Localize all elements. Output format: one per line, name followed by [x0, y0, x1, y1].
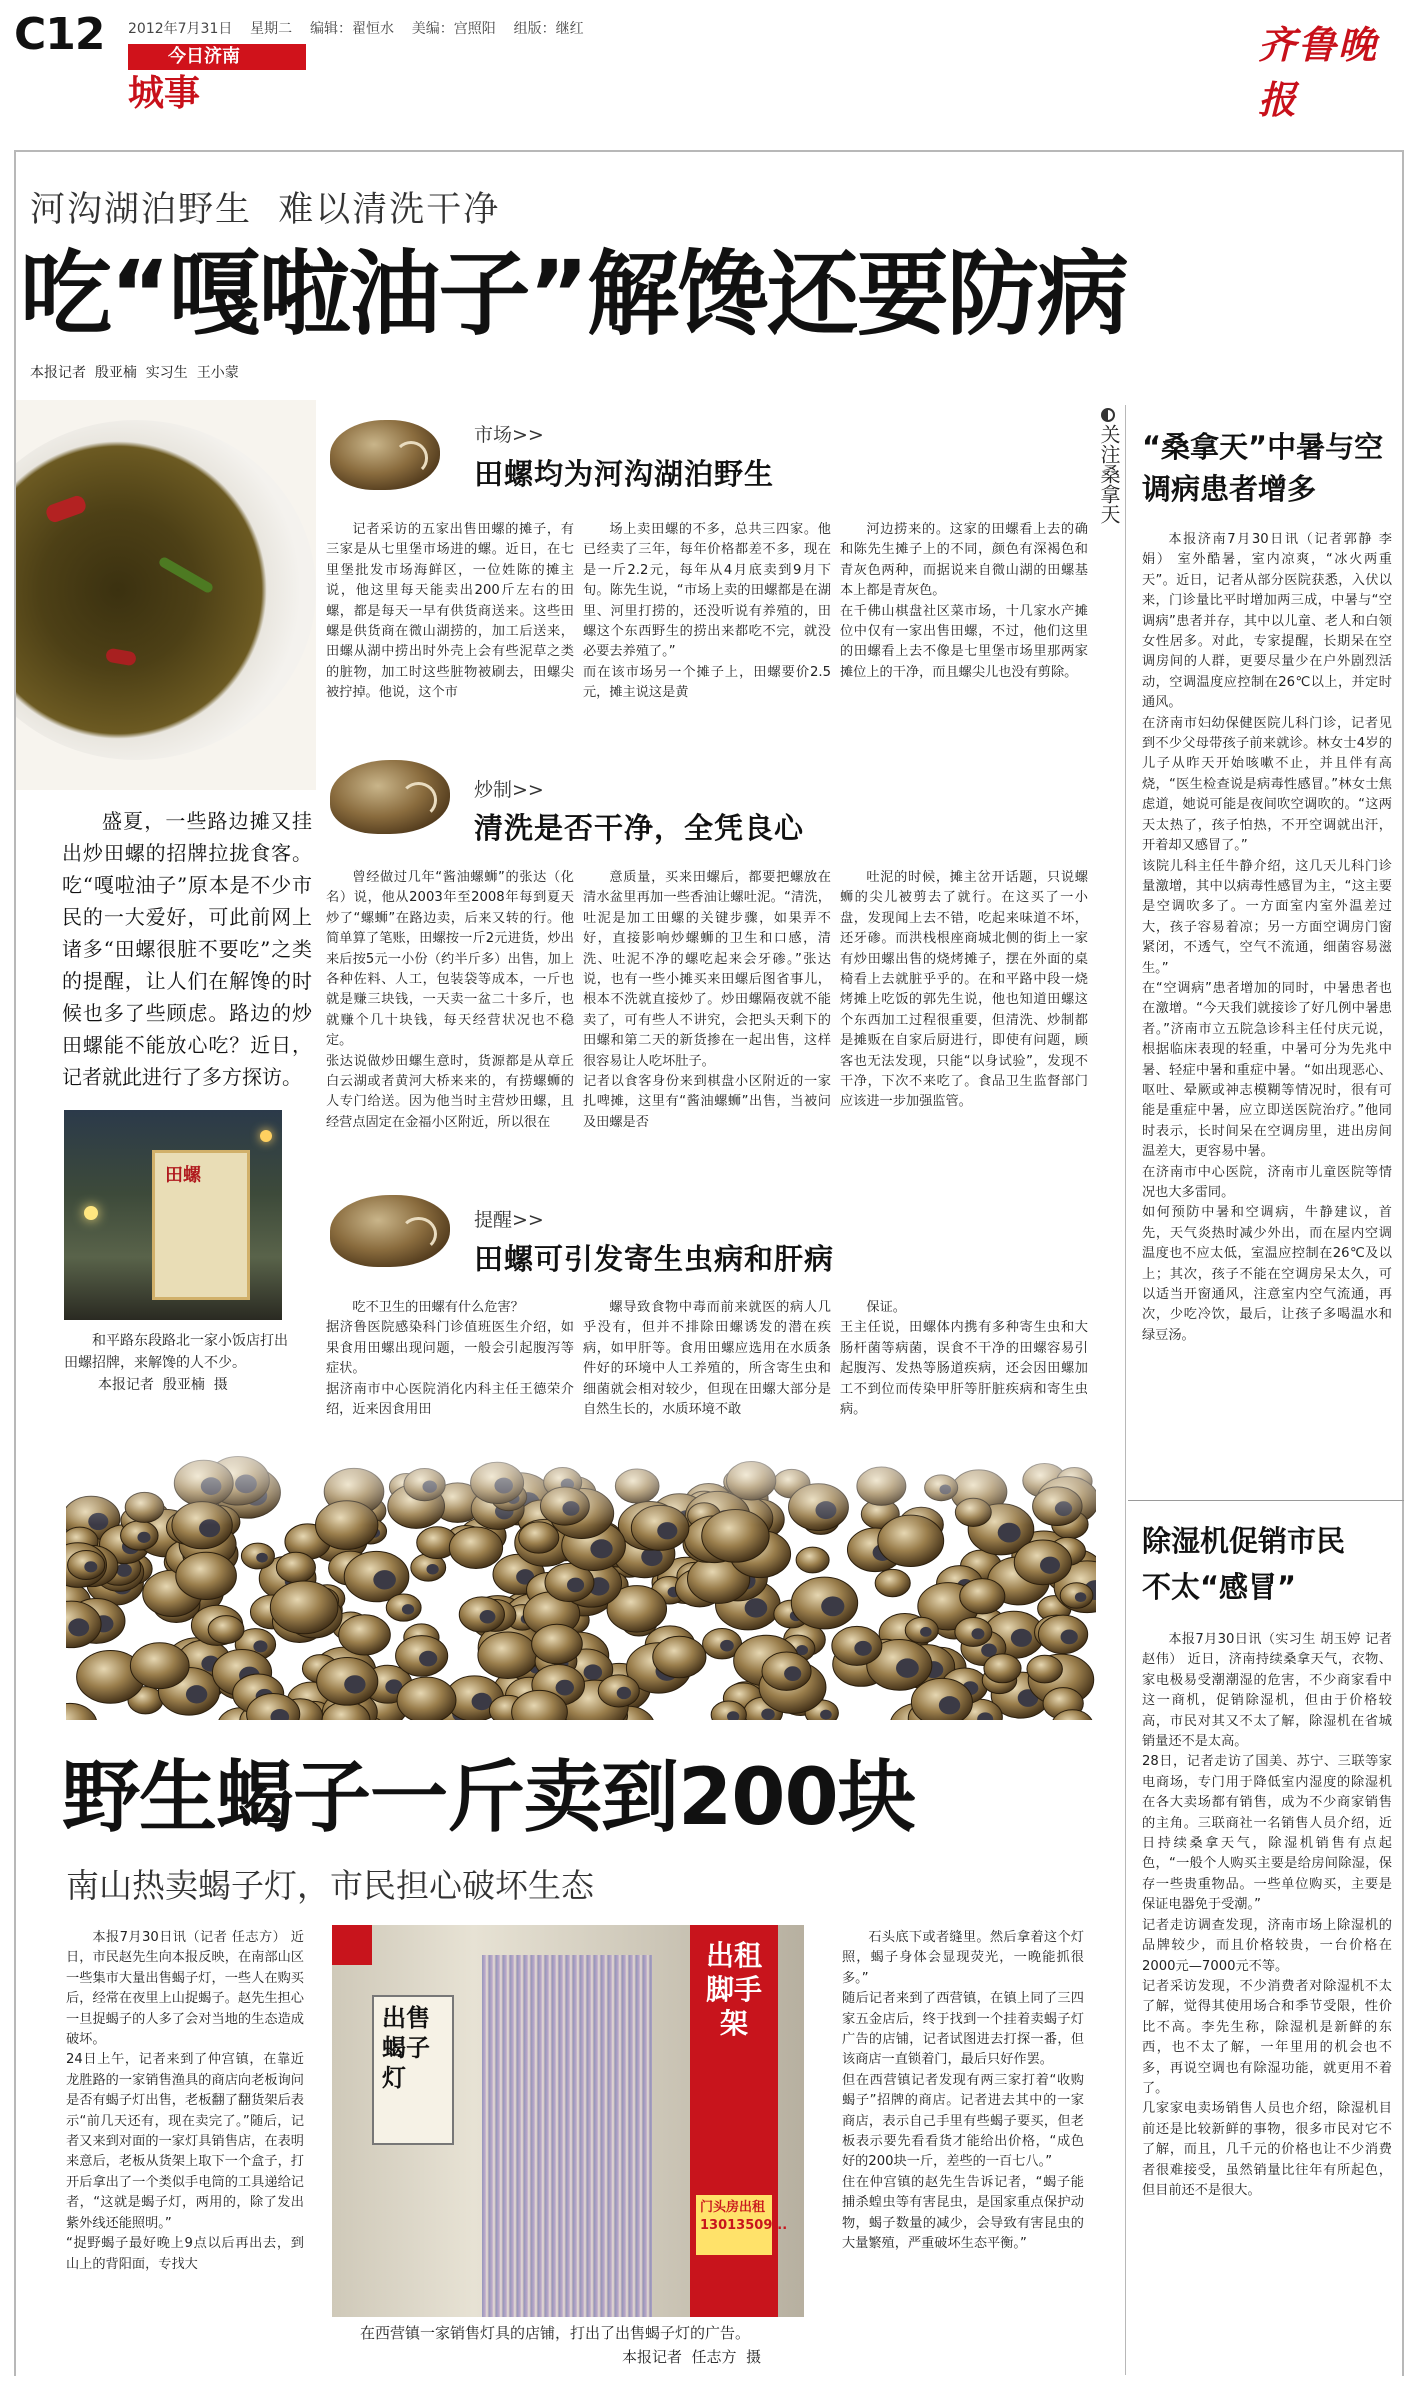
section1-col2: [583, 520, 831, 750]
snail-icon-3: [330, 1195, 450, 1267]
shop-light: [84, 1206, 98, 1220]
snail-dish-photo: [16, 400, 316, 790]
rental-notice: [696, 2195, 788, 2255]
story2-col2: [842, 1928, 1084, 2374]
section3-col1: [326, 1298, 574, 1418]
scaffold-rental-text: 出租脚手架: [705, 1939, 762, 2040]
section3-col3-text: 保证。 王主任说，田螺体内携有多种寄生虫和大肠杆菌等病菌，误食不干净的田螺容易引起腹泻、发热等肠道疾病，还会因田螺加工不到位而传染甲肝等肝脏疾病和寄生虫病。: [840, 1300, 1088, 1418]
header-date: 2012年7月31日: [128, 21, 233, 37]
section3-col1-text: 吃不卫生的田螺有什么危害？ 据济鲁医院感染科门诊值班医生介绍，如果食用田螺出现问题，一般会引起腹泻等症状。 据济南市中心医院消化内科主任王德荣介绍，近来因食用田: [326, 1300, 574, 1418]
rental-notice-phone: 13013509...: [700, 2218, 788, 2233]
shop-photo-credit: 本报记者 殷亚楠 摄: [98, 1377, 228, 1393]
section1-col3: [840, 520, 1088, 750]
story2-subhead: 南山热卖蝎子灯，市民担心破坏生态: [66, 1866, 594, 1905]
story2-col2-text: 石头底下或者缝里。然后拿着这个灯照，蝎子身体会显现荧光，一晚能抓很多。” 随后记者来到了西营镇，在镇上同了三四家五金店后，终于找到一个挂着卖蝎子灯广告的店铺，记者试图进去打探一番，但该商店一直锁着门，最后只好作罢。 但在西营镇记者发现有两三家打着“收购蝎子”招牌的商店。记者进去其中的一家商店，表示自己手里有些蝎子要买，但老板表示要先看看货才能给出价格，“成色好的200块一斤，差些的一百七八。” 住在仲宫镇的赵先生告诉记者，“蝎子能捕杀蝗虫等有害昆虫，是国家重点保护动物，蝎子数量的减少，会导致有害昆虫的大量繁殖，严重破坏生态平衡。”: [842, 1930, 1084, 2252]
section2-col3-text: 吐泥的时候，摊主岔开话题，只说螺蛳的尖儿被剪去了就行。在这买了一小盘，发现闻上去不错，吃起来味道不坏，还牙碜。而洪栈根座商城北侧的街上一家有炒田螺出售的烧烤摊子，摆在外面的桌椅看上去就脏乎乎的。在和平路中段一烧烤摊上吃饭的郭先生说，他也知道田螺这个东西加工过程很重要，但清洗、炒制都是摊贩在自家后厨进行，即使有问题，顾客也无法发现，只能“以身试验”，发现不干净，下次不来吃了。食品卫生监督部门应该进一步加强监管。: [840, 870, 1088, 1110]
snail-icon: [330, 420, 440, 490]
header-designer: 美编：宫照阳: [411, 21, 496, 37]
section-tag: 今日济南: [128, 44, 306, 70]
right-column-rule: [1125, 405, 1126, 2375]
side-divider: [1128, 1500, 1404, 1501]
section1-col1-text: 记者采访的五家出售田螺的摊子，有三家是从七里堡市场进的螺。近日，在七里堡批发市场海鲜区，一位姓陈的摊主说，他这里每天能卖出200斤左右的田螺，都是每天一早有供货商送来。这些田螺是供货商在微山湖捞的，加工后送来，田螺从湖中捞出时外壳上会有些泥草之类的脏物，加工时这些脏物被刷去，田螺尖被拧掉。他说，这个市: [326, 522, 574, 701]
lead-kicker: 河沟湖泊野生 难以清洗干净: [30, 190, 501, 230]
section2-col2: [583, 868, 831, 1180]
section2-col2-text: 意质量，买来田螺后，都要把螺放在清水盆里再加一些香油让螺吐泥。“清洗，吐泥是加工田螺的关键步骤，如果弄不好，直接影响炒螺蛳的卫生和口感，清洗、吐泥不净的螺吃起来会牙碜。”张达说，也有一些小摊买来田螺后图省事儿，根本不洗就直接炒了。炒田螺隔夜就不能卖了，可有些人不讲究，会把头天剩下的田螺和第二天的新货掺在一起出售，这样很容易让人吃坏肚子。 记者以食客身份来到棋盘小区附近的一家扎啤摊，这里有“酱油螺蛳”出售，当被问及田螺是否: [583, 870, 831, 1130]
section3-title: 田螺可引发寄生虫病和肝病: [474, 1242, 835, 1276]
section2-tag: 炒制>>: [474, 779, 544, 801]
lead-intro: 盛夏，一些路边摊又挂出炒田螺的招牌拉拢食客。吃“嘎啦油子”原本是不少市民的一大爱好，可此前网上诸多“田螺很脏不要吃”之类的提醒，让人们在解馋的时候也多了些顾虑。路边的炒田螺能不能放心吃？近日，记者就此进行了多方探访。: [62, 809, 312, 1089]
section3-col2: [583, 1298, 831, 1418]
section1-title: 田螺均为河沟湖泊野生: [474, 457, 775, 491]
side2-body: [1142, 1630, 1392, 2375]
header-weekday: 星期二: [250, 21, 293, 37]
story2-col1: [66, 1928, 304, 2374]
section2-col1-text: 曾经做过几年“酱油螺蛳”的张达（化名）说，他从2003年至2008年每到夏天炒了“螺蛳”在路边卖，后来又转的行。他简单算了笔账，田螺按一斤2元进货，炒出来后按5元一小份（约半斤多）出售，加上各种佐料、人工，包装袋等成本，一斤也就是赚三块钱，一天卖一盆二十多斤，也就赚个几十块钱，每天经营状况也不稳定。 张达说做炒田螺生意时，货源都是从章丘白云湖或者黄河大桥来来的，有捞螺蛳的人专门给送。因为他当时主营炒田螺，且经营点固定在金福小区附近，所以很在: [326, 870, 574, 1130]
scaffold-rental-banner: [690, 1925, 778, 2317]
section2-title: 清洗是否干净，全凭良心: [474, 811, 805, 845]
header-meta: [128, 18, 584, 38]
shop-sign: [152, 1150, 250, 1300]
page-number: C12: [14, 9, 105, 60]
section1-col2-text: 场上卖田螺的不多，总共三四家。他已经卖了三年，每年价格都差不多，现在是一斤2.2元，每年从4月底卖到9月下旬。陈先生说，“市场上卖的田螺都是在湖里、河里打捞的，还没听说有养殖的，田螺这个东西野生的捞出来都吃不完，就没必要去养殖了。” 而在该市场另一个摊子上，田螺要价2.5元，摊主说这是黄: [583, 522, 831, 701]
side1-title: “桑拿天”中暑与空调病患者增多: [1142, 430, 1384, 506]
scorpion-lamp-sign: [372, 1995, 454, 2145]
restaurant-night-photo: [64, 1110, 282, 1320]
lamp-photo-credit: 本报记者 任志方 摄: [622, 2348, 762, 2366]
storefront-top-decor: [332, 1925, 372, 1965]
rental-notice-text: 门头房出租: [700, 2200, 766, 2215]
story2-col1-text: 本报7月30日讯（记者 任志方） 近日，市民赵先生向本报反映，在南部山区一些集市大量出售蝎子灯，一些人在购买后，经常在夜里上山捉蝎子。赵先生担心一旦捉蝎子的人多了会对当地的生态造成破坏。 24日上午，记者来到了仲宫镇，在靠近龙胜路的一家销售渔具的商店向老板询问是否有蝎子灯出售，老板翻了翻货架后表示“前几天还有，现在卖完了。”随后，记者又来到对面的一家灯具销售店，在表明来意后，老板从货架上取下一个盒子，打开后拿出了一个类似手电筒的工具递给记者，“这就是蝎子灯，两用的，除了发出紫外线还能照明。” “捉野蝎子最好晚上9点以后再出去，到山上的背阳面，专找大: [66, 1930, 304, 2272]
lamp-photo-caption: 在西营镇一家销售灯具的店铺，打出了出售蝎子灯的广告。: [360, 2324, 751, 2342]
lead-headline: 吃“嘎啦油子”解馋还要防病: [20, 241, 1127, 348]
side1-body-text: 本报济南7月30日讯（记者郭静 李娟） 室外酷暑，室内凉爽，“冰火两重天”。近日，记者从部分医院获悉，入伏以来，门诊量比平时增加两三成，中暑与“空调病”患者并存，其中以儿童、老人和白领女性居多。对此，专家提醒，长期呆在空调房间的人群，更要尽量少在户外剧烈活动，空调温度应控制在26℃以上，并定时通风。 在济南市妇幼保健医院儿科门诊，记者见到不少父母带孩子前来就诊。林女士4岁的儿子从昨天开始咳嗽不止，并且伴有高烧，“医生检查说是病毒性感冒。”林女士焦虑道，她说可能是夜间吹空调吹的。“这两天太热了，孩子怕热，不开空调就出汗，开着却又感冒了。” 该院儿科主任牛静介绍，这几天儿科门诊量激增，其中以病毒性感冒为主，“这主要是空调吹多了。一方面室内室外温差过大，孩子容易着凉；另一方面空调房门窗紧闭，不透气，空气不流通，细菌容易滋生。” 在“空调病”患者增加的同时，中暑患者也在激增。“今天我们就接诊了好几例中暑患者。”济南市立五院急诊科主任付庆元说，根据临床表现的轻重，中暑可分为先兆中暑、轻症中暑和重症中暑。“如出现恶心、呕吐、晕厥或神志模糊等情况时，很有可能是重症中暑，应立即送医院治疗。”他同时表示，长时间呆在空调房里，进出房间温差大，更容易中暑。 在济南市中心医院，济南市儿童医院等情况也大多雷同。 如何预防中暑和空调病，牛静建议，首先，天气炎热时减少外出，而在屋内空调温度也不应太低，室温应控制在26℃及以上；其次，孩子不能在空调房呆太久，可以适当开窗通风，注意室内空气流通，再次，少吃冷饮，最后，让孩子多喝温水和绿豆汤。: [1142, 532, 1392, 1343]
section3-col2-text: 螺导致食物中毒而前来就医的病人几乎没有，但并不排除田螺诱发的潜在疾病，如甲肝等。食用田螺应选用在水质条件好的环境中人工养殖的，所含寄生虫和细菌就会相对较少，但现在田螺大部分是自然生长的，水质环境不敢: [583, 1300, 831, 1418]
section1-col1: [326, 520, 574, 750]
lamp-shop-photo: [332, 1925, 804, 2317]
side2-body-text: 本报7月30日讯（实习生 胡玉婷 记者 赵伟） 近日，济南持续桑拿天气，衣物、家电极易受潮潮湿的危害，不少商家看中这一商机，促销除湿机，但由于价格较高，市民对其又不太了解，除湿机在省城销量还不是太高。 28日，记者走访了国美、苏宁、三联等家电商场，专门用于降低室内湿度的除湿机在各大卖场都有销售，成为不少商家销售的主角。三联商社一名销售人员介绍，近日持续桑拿天气，除湿机销售有点起色，“一般个人购买主要是给房间除湿，保存一些贵重物品。一些单位购买，主要是保证电器免于受潮。” 记者走访调查发现，济南市场上除湿机的品牌较少，而且价格较贵，一台价格在2000元—7000元不等。 记者采访发现，不少消费者对除湿机不太了解，觉得其使用场合和季节受限，性价比不高。李先生称，除湿机是新鲜的东西，也不太了解，一年里用的机会也不多，再说空调也有除湿功能，就更用不着了。 几家家电卖场销售人员也介绍，除湿机目前还是比较新鲜的事物，很多市民对它不了解，而且，几千元的价格也让不少消费者很难接受，虽然销量比往年有所起色，但目前还不是很大。: [1142, 1632, 1392, 2198]
shop-light-2: [260, 1130, 272, 1142]
bead-curtain: [482, 1955, 652, 2317]
side1-body: [1142, 530, 1392, 1530]
section-name: 城事: [128, 73, 201, 114]
section1-tag: 市场>>: [474, 424, 544, 446]
side2-title: 除湿机促销市民不太“感冒”: [1142, 1524, 1346, 1604]
section3-col3: [840, 1298, 1088, 1418]
section2-col3: [840, 868, 1088, 1180]
scorpion-lamp-sign-text: 出售蝎子灯: [382, 2004, 430, 2092]
story2-headline: 野生蝎子一斤卖到200块: [62, 1753, 915, 1843]
shop-photo-caption: 和平路东段路北一家小饭店打出田螺招牌，来解馋的人不少。: [64, 1333, 288, 1371]
snail-pile-svg: [66, 1420, 1096, 1720]
header-editor: 编辑：翟恒水: [309, 21, 394, 37]
column-tag: 关注桑拿天: [1097, 424, 1121, 524]
section1-col3-text: 河边捞来的。这家的田螺看上去的确和陈先生摊子上的不同，颜色有深褐色和青灰色两种，而据说来自微山湖的田螺基本上都是青灰色。 在千佛山棋盘社区菜市场，十几家水产摊位中仅有一家出售田螺，不过，他们这里的田螺看上去不像是七里堡市场里那两家摊位上的干净，而且螺尖儿也没有剪除。: [840, 522, 1088, 680]
masthead-logo: 齐鲁晚报: [1258, 22, 1379, 122]
shop-sign-text: 田螺: [165, 1165, 201, 1186]
column-tag-circle: [1101, 408, 1115, 422]
section2-col1: [326, 868, 574, 1180]
plate-shape: [16, 420, 316, 760]
lead-byline: 本报记者 殷亚楠 实习生 王小蒙: [30, 365, 239, 381]
snail-pile-photo: [66, 1420, 1096, 1720]
section3-tag: 提醒>>: [474, 1209, 544, 1231]
snail-icon-2: [330, 760, 450, 834]
header-proof: 组版：继红: [513, 21, 584, 37]
